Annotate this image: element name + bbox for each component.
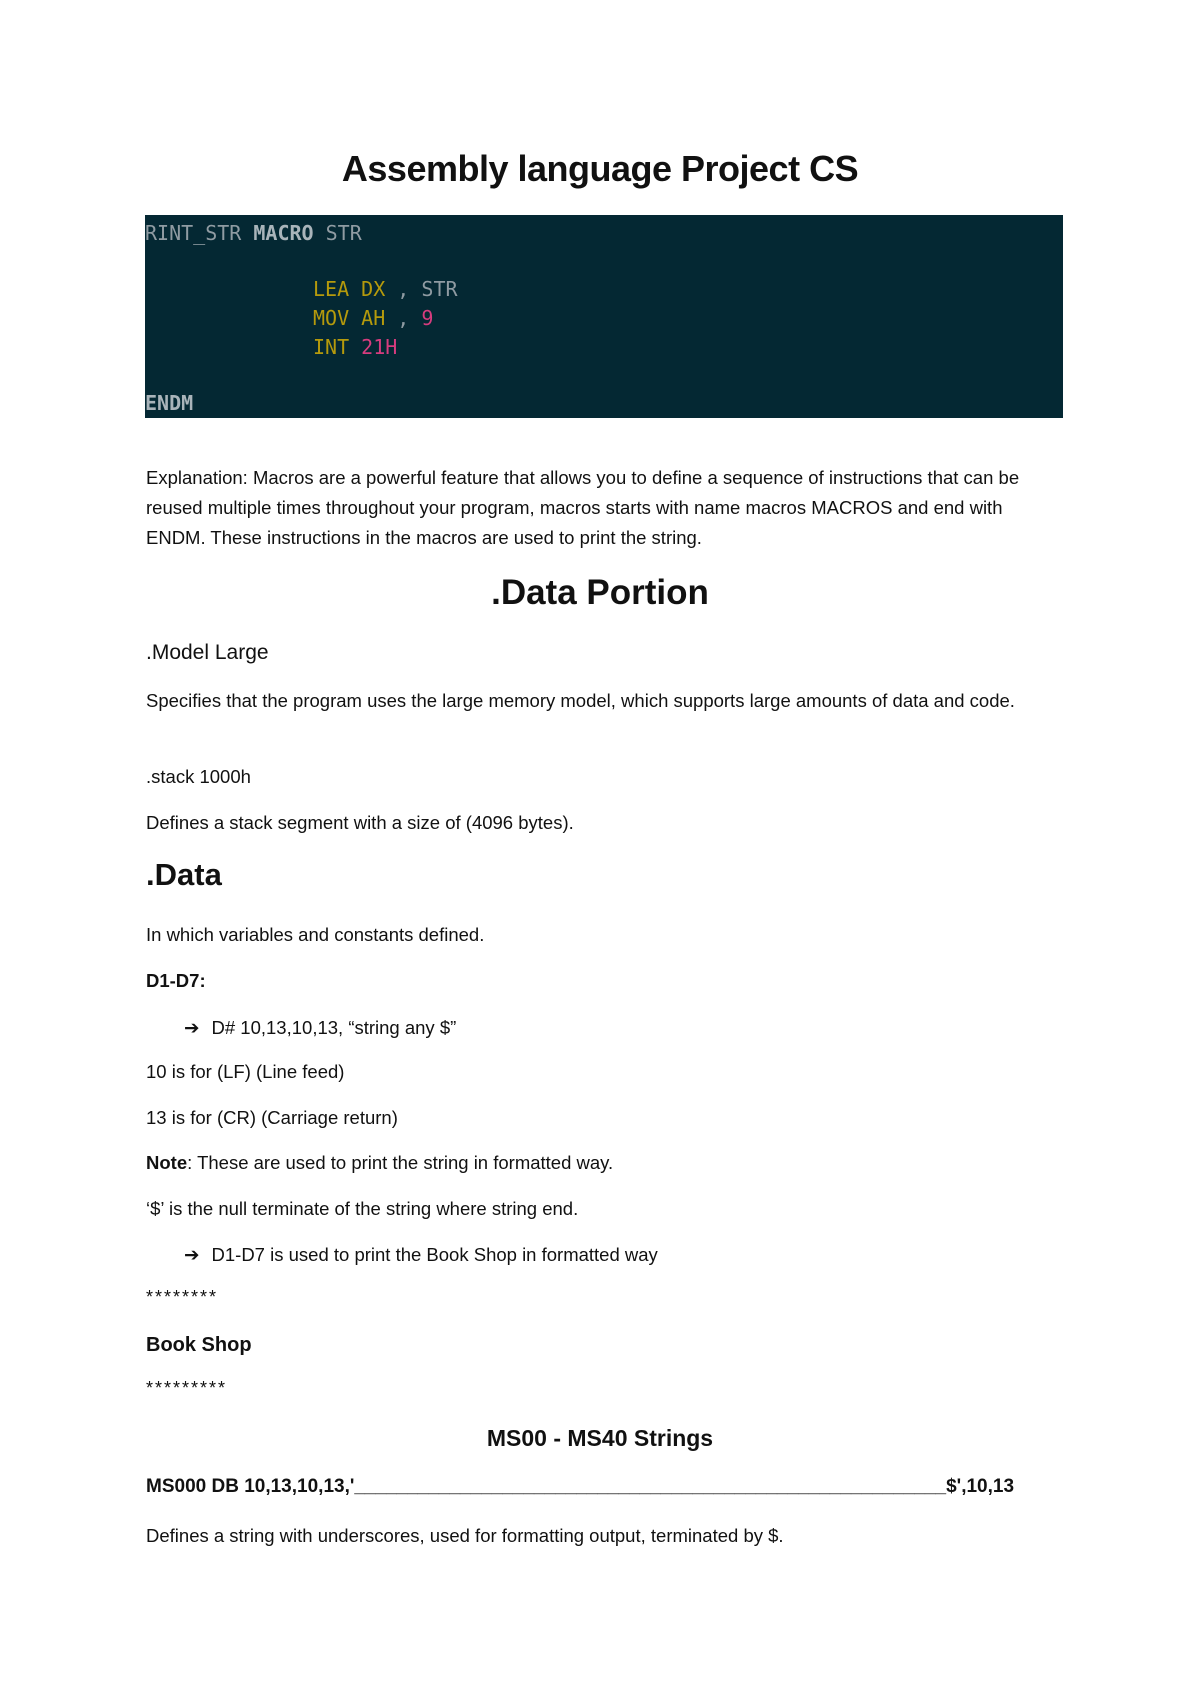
mov-value: 9 — [421, 306, 434, 330]
data-portion-heading: .Data Portion — [491, 573, 709, 612]
bullet-define-string — [184, 1017, 456, 1039]
note-label: Note — [146, 1152, 188, 1173]
stars-bottom: ********* — [146, 1378, 228, 1398]
explanation-paragraph: Explanation: Macros are a powerful feature that allows you to define a sequence of instructions that can be reused multiple times throughout your program, macros starts with name macros MACROS and end with ENDM. These instructions in the macros are used to print the string. — [146, 467, 1020, 548]
mov-register: AH — [361, 306, 386, 330]
code-line-macro — [145, 221, 362, 245]
lea-arg: STR — [421, 277, 458, 301]
bullet-define-string-text: D# 10,13,10,13, “string any $” — [211, 1017, 457, 1038]
model-description: Specifies that the program uses the large memory model, which supports large amounts of data and code. — [146, 690, 1015, 711]
note-text: : These are used to print the string in formatted way. — [187, 1152, 614, 1173]
ms000-description: Defines a string with underscores, used for formatting output, terminated by $. — [146, 1525, 784, 1546]
ms000-definition: MS000 DB 10,13,10,13,'________________________________________________________$',10,13 — [146, 1476, 1015, 1497]
macro-name: RINT_STR — [145, 221, 242, 245]
book-shop-label: Book Shop — [146, 1334, 252, 1356]
stars-top: ******** — [146, 1287, 219, 1307]
lea-keyword: LEA — [313, 277, 350, 301]
cr-line: 13 is for (CR) (Carriage return) — [146, 1107, 398, 1128]
mov-separator: , — [385, 306, 410, 330]
stack-line: .stack 1000h — [146, 766, 251, 787]
macro-keyword: MACRO — [253, 221, 314, 245]
int-value: 21H — [361, 335, 398, 359]
ms-strings-heading: MS00 - MS40 Strings — [486, 1425, 714, 1451]
bullet-book-shop-format-text: D1-D7 is used to print the Book Shop in formatted way — [211, 1244, 658, 1265]
code-block — [145, 215, 1063, 418]
d1-d7-heading: D1-D7: — [146, 970, 206, 991]
model-heading: .Model Large — [146, 641, 269, 664]
arrow-right-icon: ➔ — [184, 1244, 200, 1265]
page-title: Assembly language Project CS — [341, 148, 859, 189]
int-keyword: INT — [313, 335, 350, 359]
lf-line: 10 is for (LF) (Line feed) — [146, 1061, 345, 1082]
stack-description: Defines a stack segment with a size of (4096 bytes). — [146, 812, 574, 833]
data-description: In which variables and constants defined. — [146, 924, 485, 945]
data-heading: .Data — [146, 857, 222, 892]
macro-arg: STR — [325, 221, 362, 245]
lea-register: DX — [361, 277, 386, 301]
code-line-int — [313, 335, 397, 359]
note-line — [146, 1148, 1066, 1178]
null-terminate-line: ‘$’ is the null terminate of the string where string end. — [146, 1198, 579, 1219]
bullet-book-shop-format — [184, 1244, 658, 1266]
mov-keyword: MOV — [313, 306, 350, 330]
lea-separator: , — [385, 277, 410, 301]
code-line-mov — [313, 306, 433, 330]
code-line-lea — [313, 277, 458, 301]
arrow-right-icon: ➔ — [184, 1017, 200, 1038]
code-line-endm: ENDM — [145, 391, 194, 415]
